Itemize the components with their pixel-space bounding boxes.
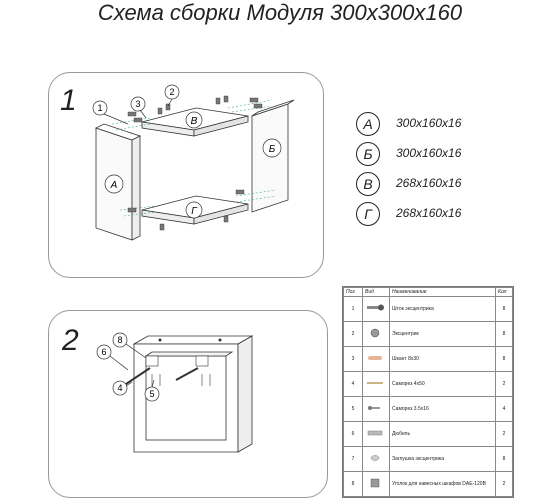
callout-2-label: 2 [169,87,175,97]
panel-g-label: Г [191,206,197,217]
qty-cell: 2 [496,372,513,397]
panel-b [252,104,288,212]
callout-8-label: 8 [117,335,123,345]
panel-v-label: В [190,116,198,127]
wall-plug-icon [363,422,390,447]
legend-row-b [356,140,506,170]
panel-b-label: Б [268,144,276,155]
qty-cell: 8 [496,297,513,322]
col-view: Вид [363,288,390,297]
parts-legend [356,110,506,230]
eccentric-rod-icon [363,297,390,322]
pos-cell: 8 [344,472,363,497]
table-header-row [344,288,513,297]
pos-cell: 6 [344,422,363,447]
legend-size: 300х160х16 [396,116,462,130]
legend-size: 268х160х16 [396,206,462,220]
small-screw-icon [363,397,390,422]
name-cell: Шток эксцентрика [390,297,496,322]
panel-a-label: А [110,180,118,191]
step-2-panel [48,310,328,498]
pos-cell: 1 [344,297,363,322]
legend-row-g [356,200,506,230]
bracket-icon [363,472,390,497]
table-row [344,297,513,322]
bill-of-materials-table [342,286,514,498]
table-row [344,372,513,397]
legend-size: 300х160х16 [396,146,462,160]
table-row [344,397,513,422]
step-1-number: 1 [60,84,77,117]
screw-icon [363,372,390,397]
qty-cell: 4 [496,397,513,422]
step-2-number: 2 [62,324,79,357]
legend-letter: А [356,112,380,136]
callout-5-label: 5 [149,389,155,399]
name-cell: Эксцентрик [390,322,496,347]
pos-cell: 3 [344,347,363,372]
table-row [344,422,513,447]
name-cell: Шкант 8х30 [390,347,496,372]
table-row [344,322,513,347]
qty-cell: 8 [496,322,513,347]
name-cell: Саморез 3.5х16 [390,397,496,422]
callout-6-label: 6 [101,347,107,357]
cap-icon [363,447,390,472]
pos-cell: 5 [344,397,363,422]
callout-4-label: 4 [117,383,123,393]
legend-row-a [356,110,506,140]
eccentric-icon [363,322,390,347]
qty-cell: 8 [496,347,513,372]
table-row [344,447,513,472]
legend-letter: Г [356,202,380,226]
col-name: Наименование [390,288,496,297]
col-pos: Поз [344,288,363,297]
callout-1-label: 1 [97,103,103,113]
callout-3-label: 3 [135,99,141,109]
pos-cell: 4 [344,372,363,397]
name-cell: Саморез 4х50 [390,372,496,397]
col-qty: Кол [496,288,513,297]
legend-size: 268х160х16 [396,176,462,190]
name-cell: Дюбель [390,422,496,447]
table-row [344,347,513,372]
legend-row-v [356,170,506,200]
qty-cell: 2 [496,472,513,497]
name-cell: Заглушка эксцентрика [390,447,496,472]
pos-cell: 2 [344,322,363,347]
name-cell: Уголок для навесных шкафов DAE-120B [390,472,496,497]
legend-letter: В [356,172,380,196]
dowel-icon [363,347,390,372]
qty-cell: 2 [496,422,513,447]
table-row [344,472,513,497]
pos-cell: 7 [344,447,363,472]
page-title: Схема сборки Модуля 300х300х160 [97,0,463,25]
legend-letter: Б [356,142,380,166]
qty-cell: 8 [496,447,513,472]
